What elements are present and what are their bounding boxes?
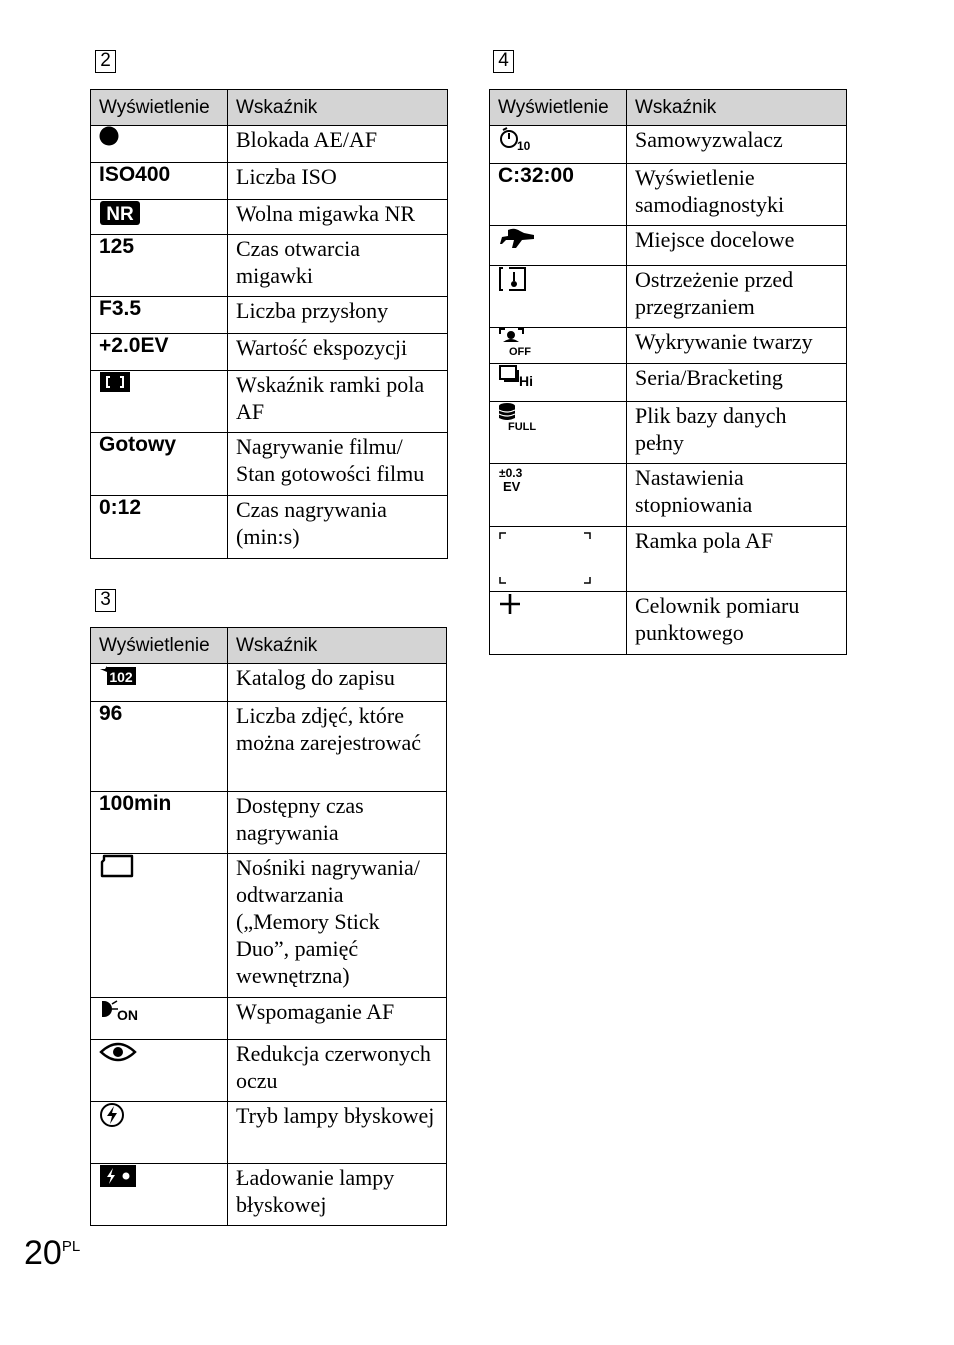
display-cell	[490, 464, 627, 527]
section-number-3: 3	[95, 589, 116, 612]
display-cell	[91, 200, 228, 235]
table-row	[91, 126, 448, 163]
table-row	[490, 328, 847, 364]
indicator-cell: Plik bazy danych pełny	[627, 402, 847, 464]
header-indicator: Wskaźnik	[228, 628, 447, 664]
spot-metering-crosshair-icon	[498, 592, 522, 620]
table-row	[91, 200, 448, 235]
svg-text:NR: NR	[106, 204, 134, 225]
header-display: Wyświetlenie	[91, 628, 228, 664]
svg-text:102: 102	[109, 669, 133, 685]
display-cell	[91, 854, 228, 998]
indicator-cell: Seria/Bracketing	[627, 364, 847, 402]
indicator-cell: Wskaźnik ramki pola AF	[228, 371, 448, 433]
page-number	[24, 1234, 80, 1273]
display-cell: 125	[91, 235, 228, 297]
indicator-cell: Tryb lampy błyskowej	[228, 1102, 447, 1164]
display-cell: Gotowy	[91, 433, 228, 496]
database-full-icon	[498, 402, 540, 436]
header-indicator: Wskaźnik	[627, 90, 847, 126]
table-row	[490, 266, 847, 328]
display-cell	[91, 664, 228, 702]
display-cell: F3.5	[91, 297, 228, 334]
overheating-warning-icon	[498, 266, 528, 296]
indicator-cell: Celownik pomiaru punktowego	[627, 592, 847, 655]
svg-text:±0.3: ±0.3	[499, 466, 523, 480]
svg-text:10: 10	[517, 139, 531, 152]
indicator-cell: Ładowanie lampy błyskowej	[228, 1164, 447, 1226]
svg-text:EV: EV	[503, 479, 521, 494]
svg-text:Hi: Hi	[519, 373, 533, 388]
table-row	[91, 664, 447, 702]
table-row	[91, 433, 448, 496]
indicator-table-3	[90, 627, 447, 1226]
af-range-finder-frame-icon	[498, 531, 598, 589]
indicator-cell: Katalog do zapisu	[228, 664, 447, 702]
burst-hi-icon	[498, 364, 540, 392]
indicator-cell: Ostrzeżenie przed przegrzaniem	[627, 266, 847, 328]
table-row	[91, 792, 447, 854]
display-cell	[490, 402, 627, 464]
display-cell	[490, 266, 627, 328]
display-cell	[91, 998, 228, 1040]
table-row	[490, 464, 847, 527]
nr-slow-shutter-icon	[99, 200, 141, 230]
section-number-4: 4	[493, 50, 514, 73]
header-indicator: Wskaźnik	[228, 90, 448, 126]
display-cell	[91, 126, 228, 163]
display-cell	[91, 1164, 228, 1226]
section-number-2: 2	[95, 50, 116, 73]
indicator-cell: Nagrywanie filmu/ Stan gotowości filmu	[228, 433, 448, 496]
ae-af-lock-dot-icon	[99, 126, 121, 152]
display-cell: ISO400	[91, 163, 228, 200]
indicator-cell: Liczba zdjęć, które można zarejestrować	[228, 702, 447, 792]
display-cell	[91, 371, 228, 433]
indicator-cell: Wspomaganie AF	[228, 998, 447, 1040]
indicator-cell: Wykrywanie twarzy	[627, 328, 847, 364]
red-eye-reduction-icon	[99, 1040, 137, 1068]
memory-card-icon	[99, 854, 135, 882]
svg-text:ON: ON	[117, 1007, 138, 1022]
table-header-row	[91, 90, 448, 126]
table-row	[91, 854, 447, 998]
indicator-cell: Nastawienia stopniowania	[627, 464, 847, 527]
display-cell: C:32:00	[490, 164, 627, 226]
af-frame-indicator-icon	[99, 371, 131, 397]
table-row	[490, 164, 847, 226]
display-cell	[490, 527, 627, 592]
indicator-cell: Samowyzwalacz	[627, 126, 847, 164]
table-header-row	[91, 628, 447, 664]
indicator-table-2	[90, 89, 448, 559]
table-row	[91, 163, 448, 200]
indicator-cell: Czas nagrywania (min:s)	[228, 496, 448, 559]
table-row	[490, 592, 847, 655]
table-row	[91, 371, 448, 433]
table-row	[91, 1040, 447, 1102]
destination-airplane-icon	[498, 226, 538, 254]
table-row	[91, 702, 447, 792]
flash-charging-icon	[99, 1164, 137, 1192]
display-cell	[490, 592, 627, 655]
table-row	[490, 226, 847, 266]
face-detection-off-icon	[498, 328, 538, 360]
indicator-cell: Redukcja czerwonych oczu	[228, 1040, 447, 1102]
table-row	[91, 1102, 447, 1164]
display-cell	[91, 1102, 228, 1164]
display-cell: 0:12	[91, 496, 228, 559]
indicator-cell: Dostępny czas nagrywania	[228, 792, 447, 854]
indicator-cell: Wolna migawka NR	[228, 200, 448, 235]
table-row	[91, 334, 448, 371]
table-row	[490, 126, 847, 164]
indicator-cell: Nośniki nagrywania/ odtwarzania („Memory Stick Duo”, pamięć wewnętrzna)	[228, 854, 447, 998]
display-cell	[490, 126, 627, 164]
page-number-value: 20	[24, 1234, 62, 1272]
indicator-cell: Liczba ISO	[228, 163, 448, 200]
indicator-cell: Miejsce docelowe	[627, 226, 847, 266]
header-display: Wyświetlenie	[490, 90, 627, 126]
table-row	[490, 364, 847, 402]
table-header-row	[490, 90, 847, 126]
svg-text:FULL: FULL	[508, 421, 537, 432]
table-row	[91, 998, 447, 1040]
indicator-cell: Blokada AE/AF	[228, 126, 448, 163]
display-cell	[91, 1040, 228, 1102]
display-cell	[490, 226, 627, 266]
display-cell: 96	[91, 702, 228, 792]
indicator-cell: Czas otwarcia migawki	[228, 235, 448, 297]
bracket-step-ev-icon	[498, 464, 536, 498]
display-cell: 100min	[91, 792, 228, 854]
table-row	[91, 496, 448, 559]
indicator-cell: Wartość ekspozycji	[228, 334, 448, 371]
svg-text:OFF: OFF	[509, 346, 531, 356]
flash-mode-icon	[99, 1102, 125, 1132]
af-illuminator-on-icon	[99, 998, 143, 1026]
display-cell	[490, 364, 627, 402]
table-row	[91, 1164, 447, 1226]
table-row	[490, 402, 847, 464]
display-cell: +2.0EV	[91, 334, 228, 371]
indicator-cell: Liczba przysłony	[228, 297, 448, 334]
table-row	[91, 235, 448, 297]
header-display: Wyświetlenie	[91, 90, 228, 126]
indicator-cell: Wyświetlenie samodiagnostyki	[627, 164, 847, 226]
indicator-cell: Ramka pola AF	[627, 527, 847, 592]
table-row	[490, 527, 847, 592]
recording-folder-102-icon	[99, 664, 137, 690]
table-row	[91, 297, 448, 334]
display-cell	[490, 328, 627, 364]
indicator-table-4	[489, 89, 847, 655]
self-timer-10-icon	[498, 126, 534, 156]
page-language-code: PL	[61, 1238, 81, 1255]
